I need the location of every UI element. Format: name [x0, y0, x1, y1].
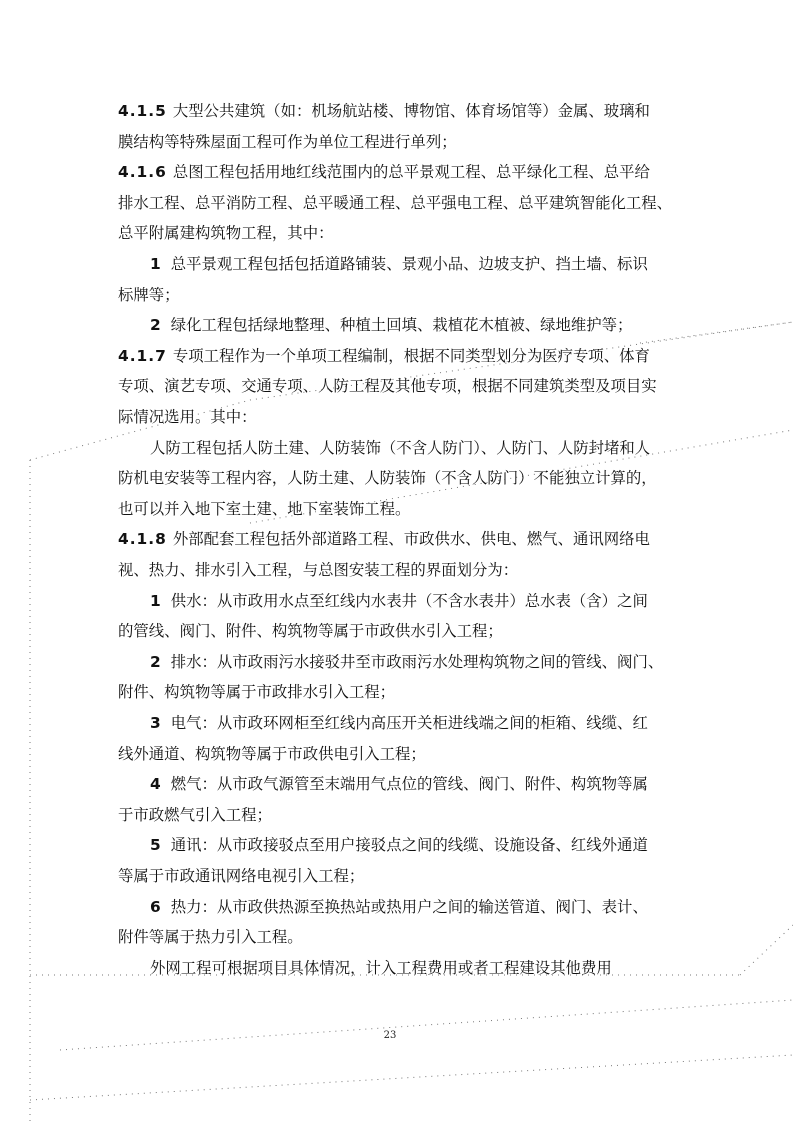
text-line: [118, 218, 678, 248]
text-line: [118, 157, 678, 187]
text-line: [118, 555, 678, 585]
line-text: 热力：从市政供热源至换热站或热用户之间的输送管道、阀门、表计、: [170, 898, 648, 916]
item-number: 6: [150, 898, 161, 916]
line-text: 通讯：从市政接驳点至用户接驳点之间的线缆、设施设备、红线外通道: [170, 836, 648, 854]
text-line: [118, 341, 678, 371]
line-text: 专项工程作为一个单项工程编制，根据不同类型划分为医疗专项、体育: [172, 347, 650, 365]
item-number: 1: [150, 592, 161, 610]
text-line: [150, 953, 710, 983]
line-text: 际情况选用。其中：: [118, 408, 257, 426]
line-text: 膜结构等特殊屋面工程可作为单位工程进行单列；: [118, 133, 457, 151]
text-line: [150, 892, 710, 922]
line-text: 排水：从市政雨污水接驳井至市政雨污水处理构筑物之间的管线、阀门、: [170, 653, 664, 671]
line-text: 线外通道、构筑物等属于市政供电引入工程；: [118, 745, 426, 763]
line-text: 的管线、阀门、附件、构筑物等属于市政供水引入工程；: [118, 622, 503, 640]
text-line: [118, 463, 678, 493]
line-text: 标牌等；: [118, 286, 180, 304]
item-number: 2: [150, 653, 161, 671]
text-line: [118, 96, 678, 126]
text-line: [118, 922, 678, 952]
line-text: 专项、演艺专项、交通专项、人防工程及其他专项，根据不同建筑类型及项目实: [118, 377, 657, 395]
line-text: 排水工程、总平消防工程、总平暖通工程、总平强电工程、总平建筑智能化工程、: [118, 194, 673, 212]
section-number: 4.1.6: [118, 163, 167, 181]
item-number: 4: [150, 775, 161, 793]
page-number: 23: [383, 1030, 397, 1041]
text-line: [118, 677, 678, 707]
line-text: 大型公共建筑（如：机场航站楼、博物馆、体育场馆等）金属、玻璃和: [172, 102, 650, 120]
text-line: [150, 310, 710, 340]
line-text: 电气：从市政环网柜至红线内高压开关柜进线端之间的柜箱、线缆、红: [170, 714, 648, 732]
text-line: [118, 402, 678, 432]
text-line: [118, 494, 678, 524]
line-text: 视、热力、排水引入工程，与总图安装工程的界面划分为：: [118, 561, 519, 579]
line-text: 防机电安装等工程内容，人防土建、人防装饰（不含人防门）不能独立计算的，: [118, 469, 657, 487]
text-line: [118, 800, 678, 830]
text-line: [150, 647, 710, 677]
text-line: [118, 188, 678, 218]
text-line: [118, 127, 678, 157]
item-number: 3: [150, 714, 161, 732]
line-text: 附件、构筑物等属于市政排水引入工程；: [118, 683, 396, 701]
text-line: [150, 249, 710, 279]
line-text: 燃气：从市政气源管至末端用气点位的管线、阀门、附件、构筑物等属: [170, 775, 648, 793]
text-line: [118, 524, 678, 554]
text-line: [150, 769, 710, 799]
text-line: [118, 739, 678, 769]
text-line: [118, 280, 678, 310]
line-text: 人防工程包括人防土建、人防装饰（不含人防门）、人防门、人防封堵和人: [150, 439, 651, 457]
line-text: 绿化工程包括绿地整理、种植土回填、栽植花木植被、绿地维护等；: [170, 316, 633, 334]
line-text: 等属于市政通讯网络电视引入工程；: [118, 867, 365, 885]
dotted-line-bottom-2: [60, 1000, 793, 1050]
text-line: [150, 433, 710, 463]
text-line: [150, 586, 710, 616]
line-text: 外部配套工程包括外部道路工程、市政供水、供电、燃气、通讯网络电: [172, 530, 650, 548]
dotted-line-bottom-3: [30, 1055, 793, 1100]
item-number: 1: [150, 255, 161, 273]
section-number: 4.1.8: [118, 530, 167, 548]
text-line: [118, 861, 678, 891]
line-text: 供水：从市政用水点至红线内水表井（不含水表井）总水表（含）之间: [170, 592, 648, 610]
dotted-line-lower-right: [740, 925, 793, 975]
section-number: 4.1.7: [118, 347, 167, 365]
line-text: 也可以并入地下室土建、地下室装饰工程。: [118, 500, 411, 518]
text-line: [118, 371, 678, 401]
text-line: [150, 830, 710, 860]
line-text: 总图工程包括用地红线范围内的总平景观工程、总平绿化工程、总平给: [172, 163, 650, 181]
item-number: 5: [150, 836, 161, 854]
line-text: 于市政燃气引入工程；: [118, 806, 272, 824]
line-text: 外网工程可根据项目具体情况，计入工程费用或者工程建设其他费用: [150, 959, 612, 977]
line-text: 总平景观工程包括包括道路铺装、景观小品、边坡支护、挡土墙、标识: [170, 255, 648, 273]
item-number: 2: [150, 316, 161, 334]
section-number: 4.1.5: [118, 102, 167, 120]
line-text: 总平附属建构筑物工程，其中：: [118, 224, 334, 242]
text-line: [150, 708, 710, 738]
line-text: 附件等属于热力引入工程。: [118, 928, 303, 946]
text-line: [118, 616, 678, 646]
